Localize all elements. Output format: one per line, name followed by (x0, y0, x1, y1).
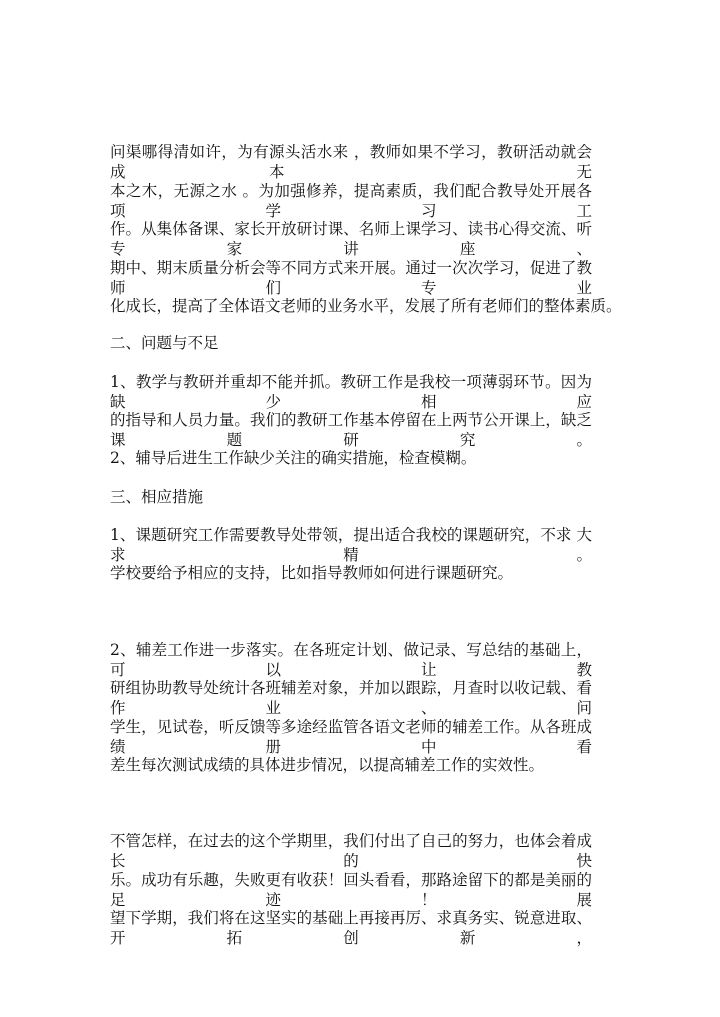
text-line: 期中、期末质量分析会等不同方式来开展。通过一次次学习，促进了教师们专业 (110, 259, 592, 297)
text-line: 作。从集体备课、家长开放研讨课、名师上课学习、读书心得交流、听专家讲座、 (110, 220, 592, 258)
text-line: 不管怎样，在过去的这个学期里，我们付出了自己的努力，也体会着成长的快 (110, 832, 592, 870)
text-line: 问渠哪得清如许，为有源头活水来 ，教师如果不学习，教研活动就会成本 无 (110, 143, 592, 181)
text-line: 学校要给予相应的支持，比如指导教师如何进行课题研究。 (110, 564, 514, 582)
paragraph-problem-2: 2、辅导后进生工作缺少关注的确实措施，检查模糊。 (110, 449, 477, 467)
text-line: 差生每次测试成绩的具体进步情况，以提高辅差工作的实效性。 (110, 756, 545, 774)
text-line: 1、课题研究工作需要教导处带领，提出适合我校的课题研究，不求 大 求 精 。 (110, 526, 592, 564)
section-heading-problems: 二、问题与不足 (110, 334, 219, 352)
section-heading-measures: 三、相应措施 (110, 488, 204, 506)
text-line: 学生，见试卷，听反馈等多途经监管各语文老师的辅差工作。从各班成绩册中看 (110, 718, 592, 756)
text-line: 研组协助教导处统计各班辅差对象，并加以跟踪，月查时以收记载、看作业、问 (110, 679, 592, 717)
text-line: 1、教学与教研并重却不能并抓。教研工作是我校一项薄弱环节。因为缺少相应 (110, 373, 592, 411)
text-line: 乐。成功有乐趣，失败更有收获！回头看看，那路途留下的都是美丽的足迹！展 (110, 871, 592, 909)
text-line: 2、辅差工作进一步落实。在各班定计划、做记录、写总结的基础上，可以让教 (110, 641, 592, 679)
text-line: 望下学期，我们将在这坚实的基础上再接再厉、求真务实、锐意进取、开拓创新， (110, 909, 592, 947)
text-line: 化成长，提高了全体语文老师的业务水平，发展了所有老师们的整体素质。 (110, 297, 622, 315)
text-line: 本之木，无源之水 。为加强修养，提高素质，我们配合教导处开展各项学习工 (110, 182, 592, 220)
text-line: 的指导和人员力量。我们的教研工作基本停留在上两节公开课上，缺乏课题研究。 (110, 411, 592, 449)
